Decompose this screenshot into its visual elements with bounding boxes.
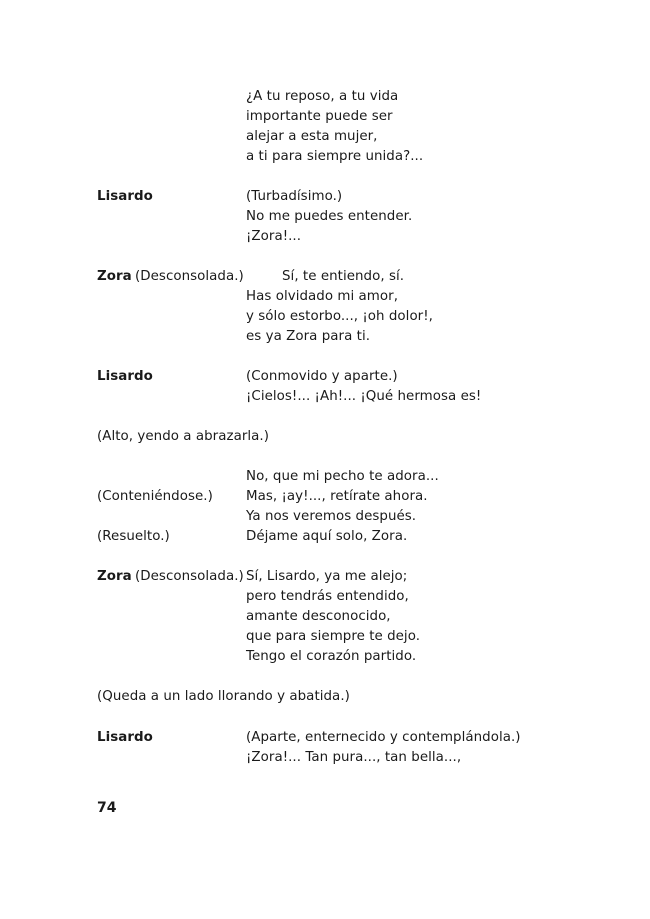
speaker-name: Zora <box>97 569 132 584</box>
verse-line: importante puede ser <box>246 109 393 124</box>
verse-line: ¿A tu reposo, a tu vida <box>246 89 399 104</box>
verse-line: a ti para siempre unida?... <box>246 149 424 164</box>
stage-direction: (Conteniéndose.) <box>97 489 213 504</box>
verse-line: alejar a esta mujer, <box>246 129 378 144</box>
stage-direction: (Turbadísimo.) <box>246 189 343 204</box>
verse-line: Tengo el corazón partido. <box>246 649 417 664</box>
verse-line: ¡Cielos!... ¡Ah!... ¡Qué hermosa es! <box>246 389 482 404</box>
verse-line: Sí, te entiendo, sí. <box>282 269 405 284</box>
page-number: 74 <box>97 800 117 816</box>
verse-line: y sólo estorbo..., ¡oh dolor!, <box>246 309 433 324</box>
stage-direction: (Desconsolada.) <box>135 569 244 584</box>
stage-direction: (Conmovido y aparte.) <box>246 369 398 384</box>
verse-line: ¡Zora!... <box>246 229 302 244</box>
verse-line: No, que mi pecho te adora... <box>246 469 439 484</box>
verse-line: Sí, Lisardo, ya me alejo; <box>246 569 408 584</box>
stage-direction: (Alto, yendo a abrazarla.) <box>97 429 269 444</box>
stage-direction: (Queda a un lado llorando y abatida.) <box>97 689 350 704</box>
verse-line: que para siempre te dejo. <box>246 629 421 644</box>
verse-line: Déjame aquí solo, Zora. <box>246 529 408 544</box>
verse-line: es ya Zora para ti. <box>246 329 371 344</box>
speaker-name: Lisardo <box>97 189 153 204</box>
speaker-name: Zora <box>97 269 132 284</box>
stage-direction: (Aparte, enternecido y contemplándola.) <box>246 730 521 745</box>
speaker-name: Lisardo <box>97 369 153 384</box>
speaker-name: Lisardo <box>97 730 153 745</box>
verse-line: ¡Zora!... Tan pura..., tan bella..., <box>246 750 462 765</box>
verse-line: No me puedes entender. <box>246 209 413 224</box>
stage-direction: (Desconsolada.) <box>135 269 244 284</box>
verse-line: pero tendrás entendido, <box>246 589 409 604</box>
stage-direction: (Resuelto.) <box>97 529 170 544</box>
verse-line: amante desconocido, <box>246 609 391 624</box>
verse-line: Mas, ¡ay!..., retírate ahora. <box>246 489 428 504</box>
verse-line: Has olvidado mi amor, <box>246 289 398 304</box>
verse-line: Ya nos veremos después. <box>246 509 417 524</box>
